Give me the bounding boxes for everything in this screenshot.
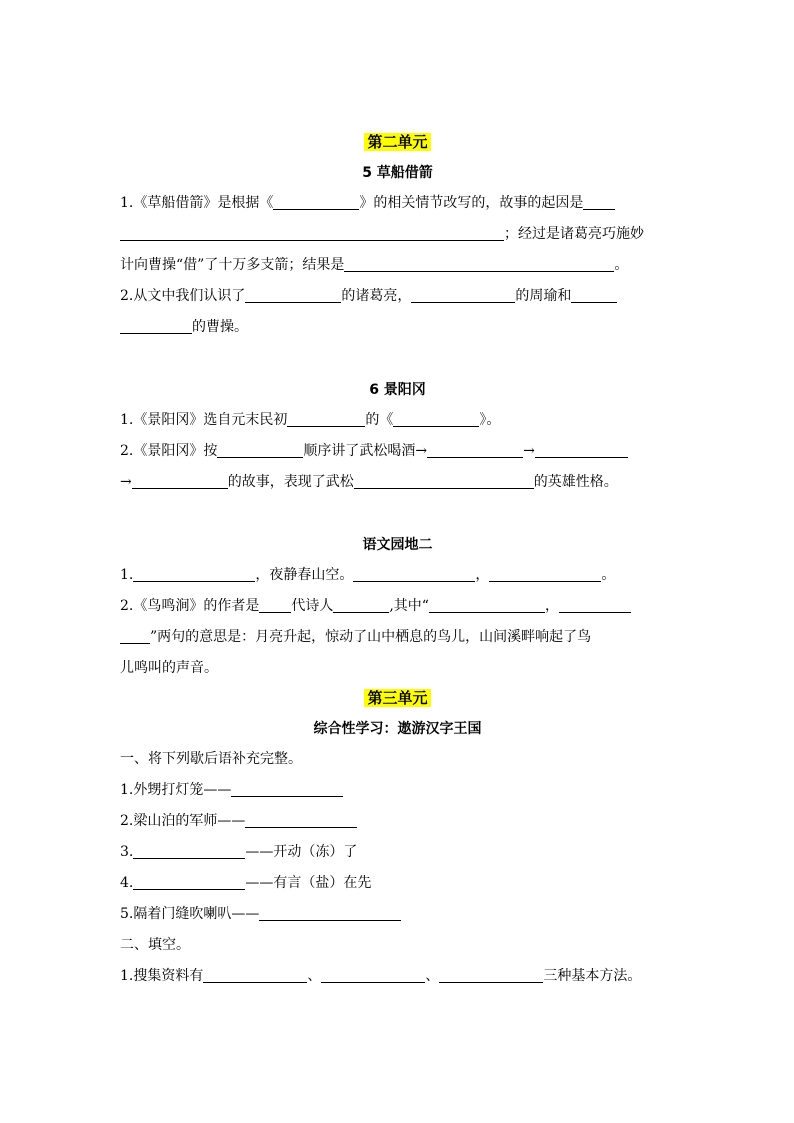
garden-2-q2-line3 [120, 653, 675, 684]
lesson-6-q2-line1 [120, 436, 675, 467]
answer-blank[interactable] [353, 565, 475, 582]
lesson-5-title: 5 草船借箭 [362, 165, 433, 181]
idiom-item-2 [120, 806, 675, 837]
lesson-5-q2-line1 [120, 281, 675, 312]
question-text: ”两句的意思是：月亮升起，惊动了山中栖息的鸟儿，山间溪畔响起了鸟 [150, 629, 592, 645]
idiom-item-4 [120, 868, 675, 899]
answer-blank[interactable] [133, 565, 255, 582]
garden-2-title: 语文园地二 [362, 537, 433, 553]
answer-blank[interactable] [217, 441, 303, 458]
question-text: 1.外甥打灯笼—— [120, 782, 232, 798]
question-text: 2.《景阳冈》按 [120, 443, 218, 459]
question-text: ——有言（盐）在先 [245, 875, 372, 891]
answer-blank[interactable] [583, 193, 615, 210]
answer-blank[interactable] [393, 410, 479, 427]
lesson-6-q2-line2 [120, 467, 675, 498]
answer-blank[interactable] [571, 286, 617, 303]
garden-2-q1 [120, 560, 675, 591]
question-text: ， [475, 567, 490, 583]
question-text: 2.从文中我们认识了 [120, 288, 246, 304]
lesson-5-q1-line1 [120, 188, 675, 219]
answer-blank[interactable] [411, 286, 515, 303]
question-text: 。 [601, 567, 616, 583]
unit-2-heading [120, 128, 675, 155]
part-2-heading: 二、填空。 [120, 937, 190, 953]
question-text: 2.《鸟鸣涧》的作者是 [120, 598, 260, 614]
question-text: 顺序讲了武松喝酒→ [303, 443, 428, 459]
answer-blank[interactable] [439, 966, 543, 983]
answer-blank[interactable] [354, 472, 534, 489]
question-text: 4. [120, 875, 134, 891]
question-text: 1. [120, 567, 134, 583]
idiom-item-5 [120, 899, 675, 930]
garden-2-q2-line1 [120, 591, 675, 622]
answer-blank[interactable] [133, 873, 245, 890]
question-text: 的曹操。 [192, 319, 248, 335]
question-text: ，夜静春山空。 [255, 567, 354, 583]
answer-blank[interactable] [231, 780, 343, 797]
question-text: 》的相关情节改写的，故事的起因是 [359, 195, 584, 211]
answer-blank[interactable] [321, 966, 425, 983]
answer-blank[interactable] [132, 472, 228, 489]
question-text: → [523, 443, 535, 459]
answer-blank[interactable] [259, 904, 401, 921]
question-text: 的诸葛亮， [341, 288, 412, 304]
question-text: 1.《景阳冈》选自元末民初 [120, 412, 288, 428]
lesson-5-q2-line2 [120, 312, 675, 343]
question-text: 、 [307, 968, 322, 984]
lesson-5-q1-line2 [120, 219, 675, 250]
question-text: ， [544, 598, 559, 614]
question-text: 2.梁山泊的军师—— [120, 813, 246, 829]
answer-blank[interactable] [245, 811, 357, 828]
worksheet-page [120, 128, 675, 992]
question-text: 计向曹操“借”了十万多支箭；结果是 [120, 257, 345, 273]
question-text: 儿鸣叫的声音。 [120, 660, 218, 676]
idiom-item-1 [120, 775, 675, 806]
answer-blank[interactable] [429, 596, 545, 613]
lesson-5-q1-line3 [120, 250, 675, 281]
lesson-6-title: 6 景阳冈 [369, 382, 426, 398]
answer-blank[interactable] [120, 317, 192, 334]
answer-blank[interactable] [120, 224, 504, 241]
answer-blank[interactable] [427, 441, 523, 458]
answer-blank[interactable] [489, 565, 601, 582]
unit-3-title: 第三单元 [364, 689, 430, 707]
answer-blank[interactable] [203, 966, 307, 983]
answer-blank[interactable] [133, 842, 245, 859]
answer-blank[interactable] [120, 627, 150, 644]
unit-2-title: 第二单元 [364, 133, 430, 151]
question-text: 。 [614, 257, 629, 273]
question-text: 1.搜集资料有 [120, 968, 204, 984]
question-text: 的周瑜和 [515, 288, 572, 304]
question-text: → [120, 474, 132, 490]
answer-blank[interactable] [333, 596, 389, 613]
question-text: ；经过是诸葛亮巧施妙 [504, 226, 644, 242]
question-text: 、 [425, 968, 440, 984]
answer-blank[interactable] [273, 193, 359, 210]
question-text: 三种基本方法。 [543, 968, 642, 984]
question-text: 的故事，表现了武松 [227, 474, 354, 490]
unit-3-lesson-title: 综合性学习：遨游汉字王国 [313, 721, 482, 737]
idiom-item-3 [120, 837, 675, 868]
question-text: 》。 [479, 412, 501, 428]
question-text: 1.《草船借箭》是根据《 [120, 195, 274, 211]
answer-blank[interactable] [245, 286, 341, 303]
question-text: ——开动（冻）了 [245, 844, 358, 860]
question-text: 5.隔着门缝吹喇叭—— [120, 906, 260, 922]
answer-blank[interactable] [559, 596, 631, 613]
answer-blank[interactable] [344, 255, 614, 272]
unit-3-heading [120, 684, 675, 711]
answer-blank[interactable] [259, 596, 291, 613]
answer-blank[interactable] [535, 441, 628, 458]
part-1-heading: 一、将下列歇后语补充完整。 [120, 751, 302, 767]
question-text: 代诗人 [291, 598, 334, 614]
question-text: 3. [120, 844, 134, 860]
lesson-6-q1 [120, 405, 675, 436]
answer-blank[interactable] [287, 410, 365, 427]
question-text: 的《 [365, 412, 394, 428]
fill-item-1 [120, 961, 675, 992]
garden-2-q2-line2 [120, 622, 675, 653]
question-text: 的英雄性格。 [533, 474, 618, 490]
question-text: ,其中“ [389, 598, 429, 614]
